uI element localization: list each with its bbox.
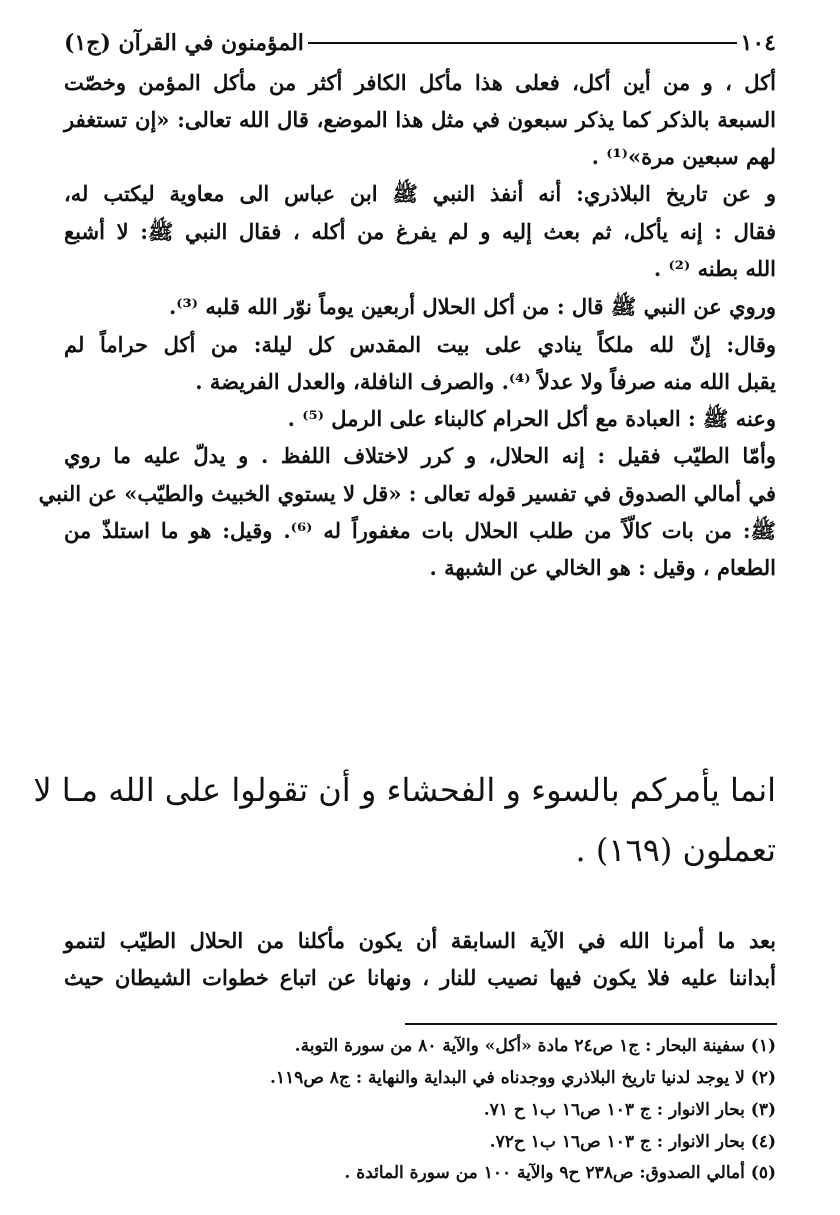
body-line: الله بطنه ⁽²⁾ . (653, 256, 776, 281)
footnote: (٥) أمالي الصدوق: ص٢٣٨ ح٩ والآية ١٠٠ من سورة المائدة . (344, 1163, 776, 1183)
body-line: أكل ، و من أين أكل، فعلى هذا مأكل الكافر أكثر من مأكل المؤمن وخصّت (64, 70, 776, 95)
body-line: الطعام ، وقيل : هو الخالي عن الشبهة . (429, 555, 776, 580)
body-line: وقال: إنّ لله ملكاً ينادي على بيت المقدس كل ليلة: من أكل حراماً لم (64, 332, 776, 357)
running-header (64, 30, 776, 56)
verse-line: انما يأمركم بالسوء و الفحشاء و أن تقولوا على الله مـا لا (33, 771, 776, 809)
footnote: (٤) بحار الانوار : ج ١٠٣ ص١٦ ب١ ح٧٢. (489, 1132, 776, 1152)
body-line: وأمّا الطيّب فقيل : إنه الحلال، و كرر لاختلاف اللفظ . و يدلّ عليه ما روي (64, 443, 776, 468)
body-line: في أمالي الصدوق في تفسير قوله تعالى : «قل لا يستوي الخبيث والطيّب» عن النبي (38, 481, 776, 506)
body-line: وعنه ﷺ : العبادة مع أكل الحرام كالبناء على الرمل ⁽⁵⁾ . (287, 406, 776, 431)
footnote: (١) سفينة البحار : ج١ ص٢٤ مادة «أكل» والآية ٨٠ من سورة التوبة. (294, 1036, 776, 1056)
body-line: لهم سبعين مرة»⁽¹⁾ . (591, 144, 776, 169)
body-line: وروي عن النبي ﷺ قال : من أكل الحلال أربعين يوماً نوّر الله قلبه ⁽³⁾. (168, 294, 776, 319)
body-line: يقبل الله منه صرفاً ولا عدلاً ⁽⁴⁾. والصرف النافلة، والعدل الفريضة . (195, 369, 776, 394)
verse-line: تعملون (١٦٩) . (575, 831, 776, 869)
commentary-line: بعد ما أمرنا الله في الآية السابقة أن يكون مأكلنا من الحلال الطيّب لتنمو (64, 928, 776, 953)
header-rule (308, 42, 737, 44)
commentary-line: أبداننا عليه فلا يكون فيها نصيب للنار ، ونهانا عن اتباع خطوات الشيطان حيث (64, 965, 776, 990)
body-line: السبعة بالذكر كما يذكر سبعون في مثل هذا الموضع، قال الله تعالى: «إن تستغفر (64, 107, 776, 132)
footnote-separator (405, 1023, 777, 1025)
page-number: ١٠٤ (740, 30, 776, 56)
book-title: المؤمنون في القرآن (ج١) (64, 30, 304, 56)
body-line: ﷺ: من بات كالّاً من طلب الحلال بات مغفوراً له ⁽⁶⁾. وقيل: هو ما استلذّ من (64, 518, 777, 543)
body-line: و عن تاريخ البلاذري: أنه أنفذ النبي ﷺ ابن عباس الى معاوية ليكتب له، (64, 181, 776, 206)
footnote: (٢) لا يوجد لدنيا تاريخ البلاذري ووجدناه في البداية والنهاية : ج٨ ص١١٩. (269, 1068, 776, 1088)
footnote: (٣) بحار الانوار : ج ١٠٣ ص١٦ ب١ ح ٧١. (483, 1100, 776, 1120)
body-line: فقال : إنه يأكل، ثم بعث إليه و لم يفرغ من أكله ، فقال النبي ﷺ: لا أشبع (64, 219, 776, 244)
